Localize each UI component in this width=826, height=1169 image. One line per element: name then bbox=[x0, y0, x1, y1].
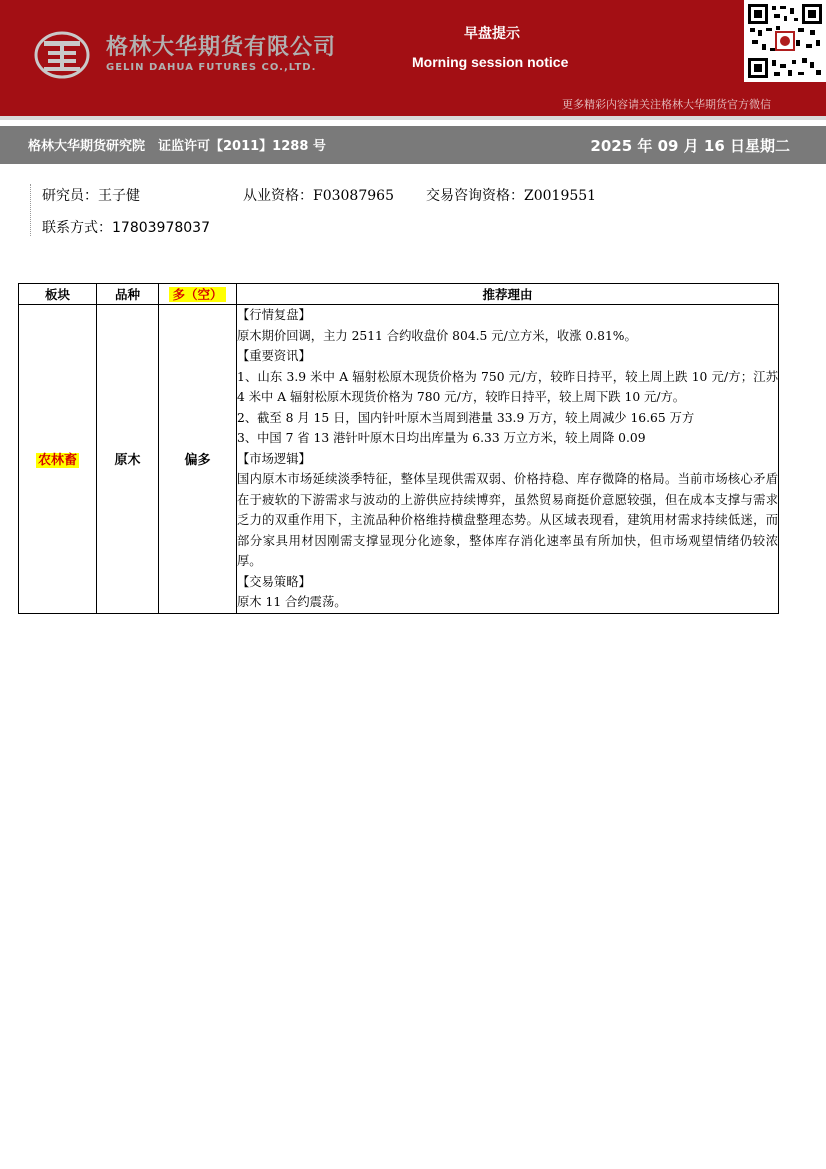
header-banner bbox=[0, 0, 826, 116]
report-date: 2025 年 09 月 16 日星期二 bbox=[590, 137, 790, 155]
consulting-qualification: 交易咨询资格：Z0019551 bbox=[426, 188, 597, 204]
info-divider bbox=[30, 184, 32, 236]
header-variety: 品种 bbox=[97, 284, 159, 305]
reason-heading-strategy: 【交易策略】 bbox=[237, 574, 311, 589]
brand-name-en: GELIN DAHUA FUTURES CO.,LTD. bbox=[106, 62, 317, 73]
table-row bbox=[19, 305, 779, 614]
reason-news-item-2: 2、截至 8 月 15 日，国内针叶原木当周到港量 33.9 万方，较上周减少 16.65 万方 bbox=[237, 410, 695, 425]
cell-reason bbox=[237, 305, 779, 614]
notice-title-cn: 早盘提示 bbox=[464, 26, 520, 42]
contact-info: 联系方式：17803978037 bbox=[42, 220, 210, 236]
brand-name-cn: 格林大华期货有限公司 bbox=[106, 35, 337, 60]
reason-strategy-text: 原木 11 合约震荡。 bbox=[237, 595, 347, 609]
recommendation-table bbox=[18, 283, 779, 614]
cell-variety: 原木 bbox=[97, 305, 159, 614]
cell-sector bbox=[19, 305, 97, 614]
header-divider bbox=[0, 116, 826, 120]
reason-news-item-1: 1、山东 3.9 米中 A 辐射松原木现货价格为 750 元/方，较昨日持平，较上周上跌 10 元/方；江苏 4 米中 A 辐射松原木现货价格为 780 元/方，较昨日持平，较上周下跌 10 元/方。 bbox=[237, 369, 778, 404]
practice-qualification: 从业资格：F03087965 bbox=[243, 188, 394, 204]
reason-heading-review: 【行情复盘】 bbox=[237, 308, 311, 322]
institute-license: 格林大华期货研究院 证监许可【2011】1288 号 bbox=[28, 139, 326, 154]
header-reason: 推荐理由 bbox=[237, 284, 779, 305]
header-direction-label: 多（空） bbox=[169, 287, 225, 302]
sector-label: 农林畜 bbox=[37, 453, 77, 469]
reason-review-text: 原木期价回调，主力 2511 合约收盘价 804.5 元/立方米，收涨 0.81%。 bbox=[237, 328, 637, 343]
institute-bar bbox=[0, 126, 826, 164]
reason-news-item-3: 3、中国 7 省 13 港针叶原木日均出库量为 6.33 万立方米，较上周降 0.09 bbox=[237, 431, 646, 445]
reason-heading-logic: 【市场逻辑】 bbox=[237, 451, 311, 466]
wechat-follow-note: 更多精彩内容请关注格林大华期货官方微信 bbox=[562, 98, 771, 111]
notice-title-en: Morning session notice bbox=[412, 54, 569, 70]
qr-code-icon bbox=[748, 4, 822, 78]
company-logo-icon bbox=[34, 31, 90, 79]
researcher-name: 研究员：王子健 bbox=[42, 188, 140, 204]
table-header-row bbox=[19, 284, 779, 305]
reason-logic-text: 国内原木市场延续淡季特征，整体呈现供需双弱、价格持稳、库存微降的格局。当前市场核心矛盾在于疲软的下游需求与波动的上游供应持续博弈，虽然贸易商挺价意愿较强，但在成本支撑与需求乏力的双重作用下，主流品种价格维持横盘整理态势。从区域表现看，建筑用材需求持续低迷，而部分家具用材因刚需支撑显现分化迹象，整体库存消化速率虽有所加快，但市场观望情绪仍较浓厚。 bbox=[237, 472, 778, 568]
header-sector: 板块 bbox=[19, 284, 97, 305]
reason-heading-news: 【重要资讯】 bbox=[237, 349, 311, 363]
header-direction bbox=[159, 284, 237, 305]
cell-direction: 偏多 bbox=[159, 305, 237, 614]
wechat-qr-code bbox=[744, 0, 826, 82]
